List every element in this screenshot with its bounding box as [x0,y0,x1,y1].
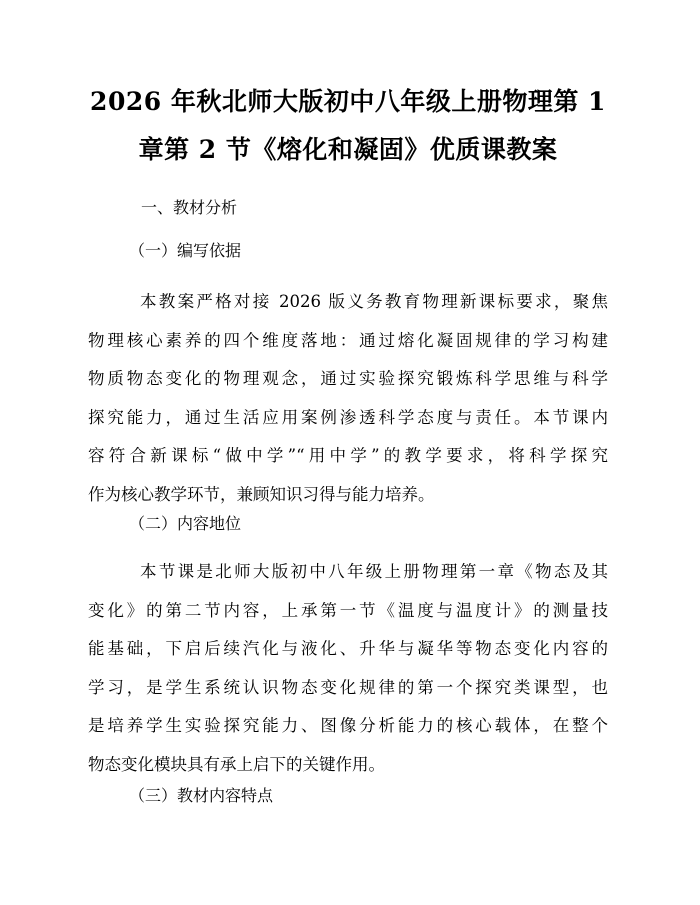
paragraph-content-position [88,553,608,784]
paragraph-line: 本教案严格对接 2026 版义务教育物理新课标要求，聚焦 [140,292,608,311]
paragraph-line: 探究能力，通过生活应用案例渗透科学态度与责任。本节课内 [88,407,608,427]
paragraph-line: 容符合新课标“做中学”“用中学”的教学要求，将科学探究 [88,446,608,465]
paragraph-line: 变化》的第二节内容，上承第一节《温度与温度计》的测量技 [88,600,608,620]
paragraph-writing-basis [88,283,608,514]
paragraph-line: 学习，是学生系统认识物态变化规律的第一个探究类课型，也 [88,677,608,697]
paragraph-line: 物质物态变化的物理观念，通过实验探究锻炼科学思维与科学 [88,369,608,388]
title-line-1: 2026 年秋北师大版初中八年级上册物理第 1 [90,87,606,116]
paragraph-line: 是培养学生实验探究能力、图像分析能力的核心载体，在整个 [88,716,608,735]
subsection-heading-writing-basis: （一）编写依据 [129,241,242,260]
paragraph-line: 能基础，下启后续汽化与液化、升华与凝华等物态变化内容的 [88,639,608,658]
subsection-heading-content-position: （二）内容地位 [129,514,242,533]
paragraph-line: 本节课是北师大版初中八年级上册物理第一章《物态及其 [140,562,608,581]
paragraph-line: 物理核心素养的四个维度落地：通过熔化凝固规律的学习构建 [88,330,608,350]
document-title [88,78,608,174]
subsection-heading-content-features: （三）教材内容特点 [129,786,274,805]
paragraph-line: 物态变化模块具有承上启下的关键作用。 [88,754,385,774]
section-heading-textbook-analysis: 一、教材分析 [141,198,238,217]
title-line-2: 章第 2 节《熔化和凝固》优质课教案 [138,135,558,164]
paragraph-line: 作为核心教学环节，兼顾知识习得与能力培养。 [88,484,435,504]
